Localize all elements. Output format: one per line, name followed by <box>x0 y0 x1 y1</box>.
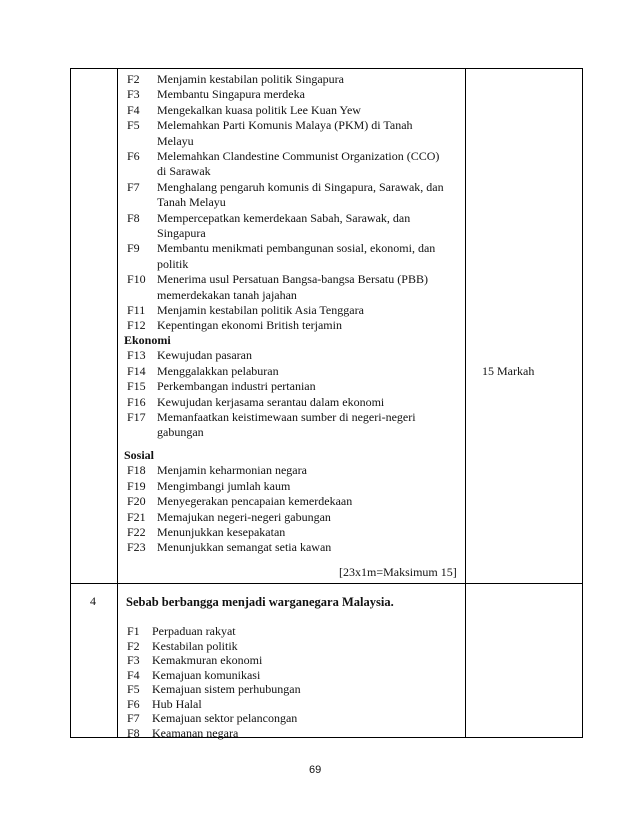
list-item: Keamanan negara <box>152 725 239 740</box>
list-item: Kemajuan sistem perhubungan <box>152 682 301 696</box>
table-bottom-border <box>70 737 583 738</box>
item-code: F7 <box>127 179 140 194</box>
list-item: Melemahkan Parti Komunis Malaya (PKM) di Tanah <box>157 118 413 133</box>
table-top-border <box>70 68 583 69</box>
list-item: Kewujudan pasaran <box>157 348 252 363</box>
table-right-border <box>582 68 583 738</box>
item-code: F3 <box>127 653 140 667</box>
list-item-continuation: Tanah Melayu <box>157 195 226 210</box>
list-item-continuation: Melayu <box>157 133 194 148</box>
list-item-continuation: Singapura <box>157 226 206 240</box>
list-item-continuation: gabungan <box>157 425 204 440</box>
page-number: 69 <box>309 764 322 776</box>
list-item: Menjamin kestabilan politik Singapura <box>157 72 344 86</box>
question-title: Sebab berbangga menjadi warganegara Malaysia. <box>126 595 394 609</box>
item-code: F15 <box>127 379 146 394</box>
list-item: Memanfaatkan keistimewaan sumber di negeri-negeri <box>157 410 416 424</box>
list-item: Perkembangan industri pertanian <box>157 379 316 394</box>
list-item: Menyegerakan pencapaian kemerdekaan <box>157 494 353 509</box>
list-item: Kestabilan politik <box>152 638 238 653</box>
item-code: F6 <box>127 696 140 711</box>
list-item: Kemajuan sektor pelancongan <box>152 711 298 725</box>
item-code: F12 <box>127 318 146 333</box>
list-item: Menunjukkan kesepakatan <box>157 525 286 539</box>
list-item: Membantu menikmati pembangunan sosial, ekonomi, dan <box>157 241 436 256</box>
list-item: Menjamin keharmonian negara <box>157 463 307 478</box>
list-item: Kemakmuran ekonomi <box>152 653 263 667</box>
table-left-border <box>70 68 71 738</box>
list-item: Membantu Singapura merdeka <box>157 87 305 102</box>
item-code: F5 <box>127 682 140 696</box>
item-code: F19 <box>127 478 146 493</box>
section-heading-sosial: Sosial <box>124 448 155 462</box>
item-code: F3 <box>127 87 140 102</box>
list-item: Perpaduan rakyat <box>152 624 236 638</box>
item-code: F6 <box>127 149 140 163</box>
list-item: Memajukan negeri-negeri gabungan <box>157 509 331 524</box>
list-item: Kemajuan komunikasi <box>152 667 261 682</box>
item-code: F4 <box>127 102 140 117</box>
item-code: F2 <box>127 638 140 653</box>
item-code: F17 <box>127 410 146 424</box>
item-code: F8 <box>127 210 140 225</box>
list-item: Menunjukkan semangat setia kawan <box>157 540 332 555</box>
question-number: 4 <box>90 594 96 608</box>
item-code: F5 <box>127 118 140 133</box>
item-code: F1 <box>127 624 140 638</box>
list-item-continuation: di Sarawak <box>157 164 211 179</box>
item-code: F9 <box>127 241 140 256</box>
list-item: Menghalang pengaruh komunis di Singapura, Sarawak, dan <box>157 179 444 194</box>
table-col-divider-2 <box>465 68 466 738</box>
item-code: F8 <box>127 725 140 740</box>
item-code: F13 <box>127 348 146 363</box>
list-item: Mempercepatkan kemerdekaan Sabah, Sarawak, dan <box>157 210 411 225</box>
list-item: Kewujudan kerjasama serantau dalam ekonomi <box>157 394 385 409</box>
list-item: Mengekalkan kuasa politik Lee Kuan Yew <box>157 102 361 117</box>
item-code: F2 <box>127 72 140 86</box>
list-item: Kepentingan ekonomi British terjamin <box>157 318 342 333</box>
item-code: F23 <box>127 540 146 555</box>
section-heading-ekonomi: Ekonomi <box>124 333 171 347</box>
list-item-continuation: memerdekakan tanah jajahan <box>157 287 297 302</box>
item-code: F20 <box>127 494 146 509</box>
list-item: Menjamin kestabilan politik Asia Tenggara <box>157 303 364 317</box>
list-item-continuation: politik <box>157 256 189 271</box>
list-item: Mengimbangi jumlah kaum <box>157 478 291 493</box>
list-item: Menggalakkan pelaburan <box>157 363 279 378</box>
marks-cell: 15 Markah <box>482 364 535 378</box>
item-code: F10 <box>127 272 146 287</box>
total-note: [23x1m=Maksimum 15] <box>339 565 457 579</box>
list-item: Melemahkan Clandestine Communist Organization (CCO) <box>157 149 440 163</box>
list-item: Menerima usul Persatuan Bangsa-bangsa Bersatu (PBB) <box>157 272 428 287</box>
list-item: Hub Halal <box>152 696 202 711</box>
item-code: F4 <box>127 667 140 682</box>
table-row-divider <box>70 583 583 584</box>
item-code: F14 <box>127 363 146 378</box>
item-code: F21 <box>127 509 146 524</box>
table-col-divider-1 <box>117 68 118 738</box>
item-code: F7 <box>127 711 140 725</box>
item-code: F22 <box>127 525 146 539</box>
item-code: F18 <box>127 463 146 478</box>
item-code: F11 <box>127 303 146 317</box>
item-code: F16 <box>127 394 146 409</box>
